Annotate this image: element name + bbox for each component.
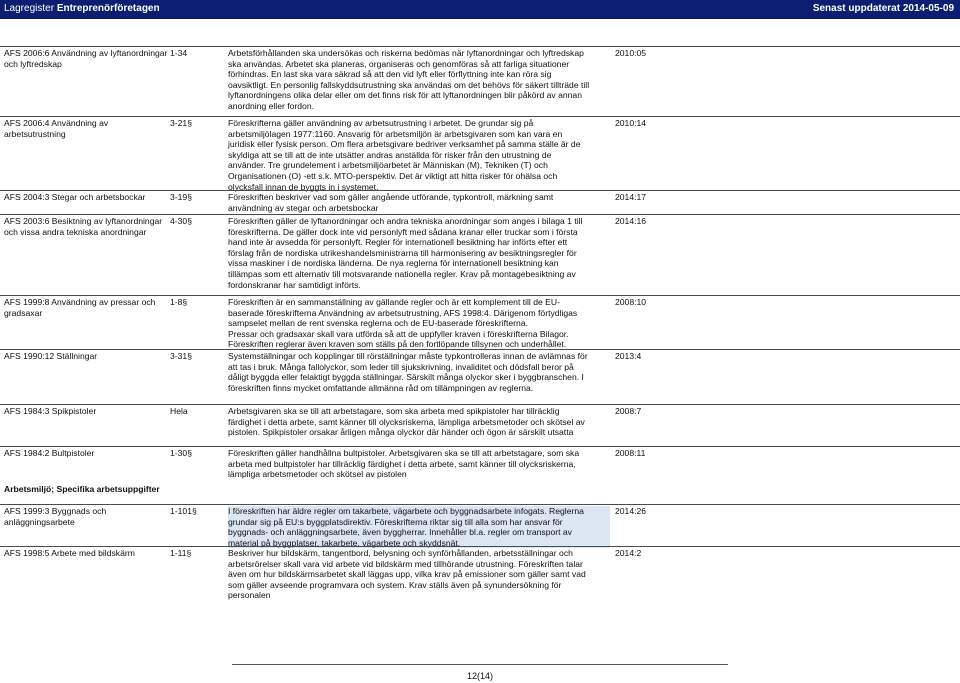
table-row (0, 214, 960, 295)
description-line: material på byggplatser, takarbete, vägarbete och skyddsnät. (228, 538, 610, 549)
description-line: skyldiga att se till att de inte utsätter andras anställda för risker från den utrustning de (228, 149, 552, 160)
description-line: föreskrifterna. De gäller dock inte vid personlyft med sådana kranar eller truckar som i första (228, 226, 578, 237)
regulation-date: 2014:26 (615, 506, 647, 516)
app-header (0, 0, 960, 19)
regulation-sections: Hela (170, 406, 188, 416)
description-line: hand inte är avsedda för personlyft. Regler för internationell besiktning har införts efter ett (228, 237, 568, 248)
description-line: tillämpas som ett alternativ till motsvarande nationella regler. Krav på montagebesiktning av (228, 268, 576, 279)
regulation-description (228, 192, 610, 213)
description-line: lämpliga arbetsmetoder och skötsel av pistolen (228, 469, 407, 480)
regulation-sections: 3-31§ (170, 351, 192, 361)
description-line: ska användas. Arbetet ska planeras, organiseras och genomföras så att farliga situationer (228, 58, 570, 69)
regulation-description (228, 216, 610, 290)
description-line: Föreskriften gäller handhållna bultpistoler. Arbetsgivaren ska se till att arbetstagare, som ska (228, 448, 580, 458)
regulation-date: 2013:4 (615, 351, 642, 361)
regulation-name: AFS 1990:12 Ställningar (4, 351, 98, 361)
regulation-name: AFS 2004:3 Stegar och arbetsbockar (4, 192, 146, 202)
description-line: byggnads- och anläggningsarbete, även byggherrar. Innehåller bl.a. regler om transport av (228, 527, 610, 538)
regulation-sections: 1-11§ (170, 548, 192, 558)
description-line: personalen (228, 590, 271, 601)
description-line: arbeta med bultpistoler har tillräcklig färdighet i detta arbete, samt känner till olycksriskerna, (228, 458, 576, 469)
section-heading: Arbetsmiljö; Specifika arbetsuppgifter (4, 484, 160, 494)
table-row (0, 504, 960, 546)
description-line: baserade föreskrifterna Användning av arbetsutrustning, AFS 1998:4. Därigenom förtydligas (228, 307, 578, 318)
header-title (4, 3, 160, 14)
regulation-description (228, 118, 610, 192)
table-row (0, 190, 960, 214)
regulation-date: 2014:2 (615, 548, 642, 558)
regulation-date: 2008:11 (615, 448, 646, 458)
description-line: dåligt byggda eller felaktigt byggda ställningar. Särskilt många olyckor sker i byggbranschen. I (228, 372, 584, 383)
regulation-sections: 3-19§ (170, 192, 192, 202)
header-title-bold: Entreprenörföretagen (56, 3, 160, 14)
regulation-sections: 1-34 (170, 48, 188, 58)
description-line: Beskriver hur bildskärm, tangentbord, belysning och synförhållanden, arbetsställningar och (228, 548, 573, 558)
description-line: oavsiktligt. En personlig fallskyddsutrustning ska användas om det behövs för säkert tillträde till (228, 79, 590, 90)
description-line: I föreskriften har äldre regler om takarbete, vägarbete och byggnadsarbete infogats. Reglerna (228, 506, 610, 517)
description-line: vissa maskiner i de nordiska länderna. De nya reglerna för internationell besiktning kan (228, 258, 559, 269)
table-row (0, 446, 960, 482)
regulation-sections: 4-30§ (170, 216, 192, 226)
description-line: som gäller avseende programvara och system. Krav ställs även på synundersökning för (228, 579, 562, 590)
description-line: pistolen. Spikpistoler orsakar årligen många olyckor där händer och ögon är särskilt utsatta (228, 427, 574, 438)
regulation-name: AFS 1999:3 Byggnads och anläggningsarbete (4, 506, 107, 527)
description-line: förslag från de nordiska utrikeshandelsministrarna till harmonisering av besiktningsregler för (228, 247, 577, 258)
description-line: föreskriften finns mycket omfattande allmänna råd om tillämpningen av reglerna. (228, 382, 534, 393)
header-title-plain: Lagregister (4, 3, 55, 14)
description-line: olycksfall innan de byggts in i systemet. (228, 181, 379, 192)
description-line: juridisk eller fysisk person. Om flera arbetsgivare bedriver verksamhet på samma ställe är de (228, 139, 581, 150)
description-line: färdighet i detta arbete, samt känner till olycksriskerna, lämpliga arbetsmetoder och skötsel av (228, 416, 585, 427)
regulation-date: 2010:14 (615, 118, 647, 128)
table-row (0, 546, 960, 606)
description-line: Föreskriften är en sammanställning av gällande regler och är ett komplement till de EU- (228, 297, 560, 307)
description-line: arbetsmiljölagen 1977:1160. Ansvarig för arbetsmiljön är arbetsgivaren som kan vara en (228, 128, 563, 139)
regulation-sections: 1-30§ (170, 448, 192, 458)
regulation-date: 2010:05 (615, 48, 647, 58)
description-line: fordonskranar har samtidigt införts. (228, 279, 361, 290)
description-line: Föreskriften beskriver vad som gäller angående utförande, typkontroll, märkning samt (228, 192, 554, 202)
description-line: förhindras. En last ska vara säkrad så att den vid lyft eller förflyttning inte kan röra sig (228, 69, 552, 80)
regulation-date: 2008:7 (615, 406, 642, 416)
description-line: Arbetsförhållanden ska undersökas och riskerna bedömas när lyftanordningar och lyftredskap (228, 48, 584, 58)
description-line: Arbetsgivaren ska se till att arbetstagare, som ska arbeta med spikpistoler har tillräcklig (228, 406, 560, 416)
regulation-sections: 1-8§ (170, 297, 188, 307)
regulation-description (228, 548, 610, 601)
description-line: att tas i bruk. Många fallolyckor, som leder till sjukskrivning, invaliditet och dödsfall beror på (228, 361, 574, 372)
header-updated: Senast uppdaterat 2014-05-09 (812, 3, 954, 14)
description-line: sampselet mellan de rent svenska reglerna och de EU-baserade föreskrifterna. (228, 318, 528, 329)
description-line: anordning eller fordon. (228, 100, 314, 111)
regulation-description (228, 48, 610, 112)
regulation-sections: 1-101§ (170, 506, 197, 516)
description-line: Föreskriften gäller de lyftanordningar och andra tekniska anordningar som anges i bilaga 1 till (228, 216, 583, 226)
description-line: lyftanordningens olika delar eller om det finns risk för att lyftanordningen blir påkörd av annan (228, 90, 582, 101)
regulation-name: AFS 1984:3 Spikpistoler (4, 406, 97, 416)
regulation-description (228, 297, 610, 350)
description-line: användning av stegar och arbetsbockar (228, 202, 379, 213)
table-row (0, 46, 960, 116)
regulation-date: 2008:10 (615, 297, 647, 307)
regulation-description (228, 406, 610, 438)
footer-divider (232, 664, 728, 665)
regulation-name: AFS 1984:2 Bultpistoler (4, 448, 95, 458)
table-row (0, 295, 960, 349)
regulation-date: 2014:16 (615, 216, 647, 226)
description-line: arbetsrörelser skall vara vid arbete vid bildskärm med tillhörande utrustning. Föreskriften talar (228, 558, 583, 569)
regulation-name: AFS 2003:6 Besiktning av lyftanordningar och vissa andra tekniska anordningar (4, 216, 163, 237)
description-line: Pressar och gradsaxar skall vara utförda så att de uppfyller kraven i föreskrifterna Bilagor. (228, 328, 569, 339)
regulation-description (228, 506, 610, 548)
description-line: grundar sig på EU:s byggplatsdirektiv. Föreskrifterna riktar sig till alla som har ansvar för (228, 517, 610, 528)
table-row (0, 349, 960, 404)
description-line: Organisationen (O) -ett s.k. MTO-perspektiv. Det är viktigt att hitta risker för ohälsa och (228, 170, 558, 181)
table-row (0, 116, 960, 190)
page-number: 12(14) (466, 671, 493, 681)
regulation-name: AFS 2006:4 Användning av arbetsutrustning (4, 118, 109, 139)
regulation-name: AFS 1999:8 Användning av pressar och gradsaxar (4, 297, 156, 318)
description-line: även om hur bildskärmsarbetet skall läggas upp, vilka krav på emissioner som gäller samt vad (228, 569, 586, 580)
description-line: använder. Tre grundelement i arbetsmiljöarbetet är Människan (M), Tekniken (T) och (228, 160, 548, 171)
regulation-name: AFS 2006:6 Användning av lyftanordningar och lyftredskap (4, 48, 168, 69)
description-line: Föreskrifterna gäller användning av arbetsutrustning i arbetet. De grundar sig på (228, 118, 534, 128)
regulation-name: AFS 1998:5 Arbete med bildskärm (4, 548, 135, 558)
regulation-date: 2014:17 (615, 192, 647, 202)
description-line: Systemställningar och kopplingar till rörställningar måste typkontrolleras innan de avlämnas för (228, 351, 588, 361)
regulation-description (228, 448, 610, 480)
regulation-sections: 3-21§ (170, 118, 192, 128)
description-line: Föreskriften reglerar även kraven som ställs på den fortlöpande tillsynen och underhållet. (228, 339, 567, 350)
regulation-description (228, 351, 610, 393)
table-row (0, 404, 960, 446)
